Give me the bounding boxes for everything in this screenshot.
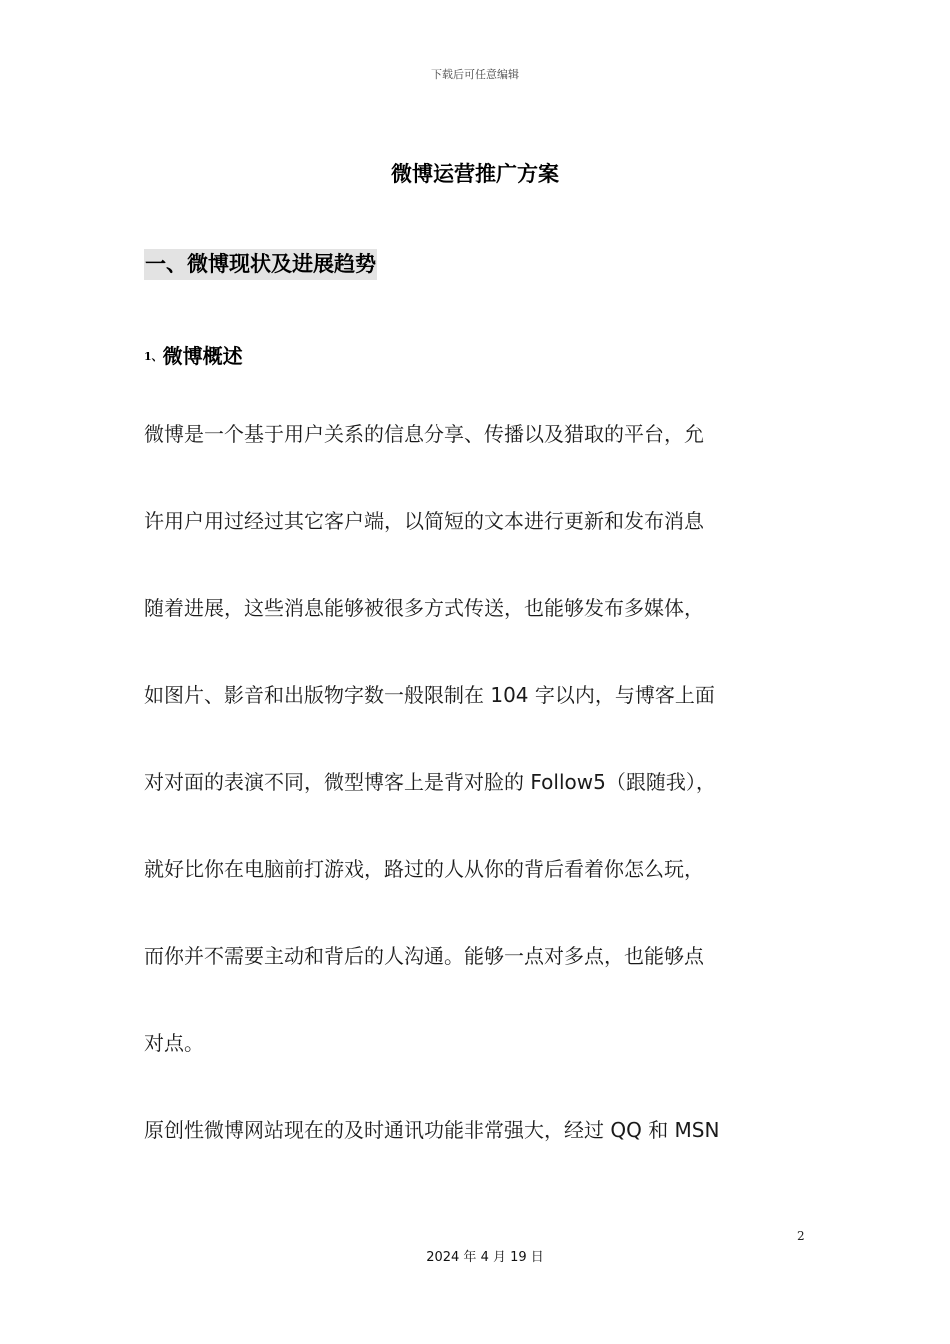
footer-date: 2024 年 4 月 19 日: [426, 1250, 544, 1265]
paragraph-line: 如图片、影音和出版物字数一般限制在 104 字以内，与博客上面: [144, 683, 715, 707]
paragraph-line: 对对面的表演不同，微型博客上是背对脸的 Follow5（跟随我），: [144, 770, 716, 794]
header-note: 下载后可任意编辑: [431, 68, 519, 81]
paragraph-line: 就好比你在电脑前打游戏，路过的人从你的背后看着你怎么玩，: [144, 857, 704, 881]
paragraph-line: 随着进展，这些消息能够被很多方式传送，也能够发布多媒体，: [144, 596, 704, 620]
page-number: 2: [797, 1229, 805, 1243]
paragraph-line: 微博是一个基于用户关系的信息分享、传播以及猎取的平台，允: [144, 422, 704, 446]
document-title: 微博运营推广方案: [391, 162, 559, 186]
paragraph-line: 许用户用过经过其它客户端，以简短的文本进行更新和发布消息: [144, 509, 704, 533]
subsection-label: 微博概述: [162, 344, 243, 368]
section-heading: 一、微博现状及进展趋势: [144, 249, 377, 280]
subsection-heading: [144, 340, 243, 369]
paragraph-line: 原创性微博网站现在的及时通讯功能非常强大，经过 QQ 和 MSN: [144, 1118, 720, 1142]
paragraph-line: 而你并不需要主动和背后的人沟通。能够一点对多点，也能够点: [144, 944, 704, 968]
paragraph-line: 对点。: [144, 1031, 204, 1055]
subsection-number: 1、: [144, 350, 163, 363]
